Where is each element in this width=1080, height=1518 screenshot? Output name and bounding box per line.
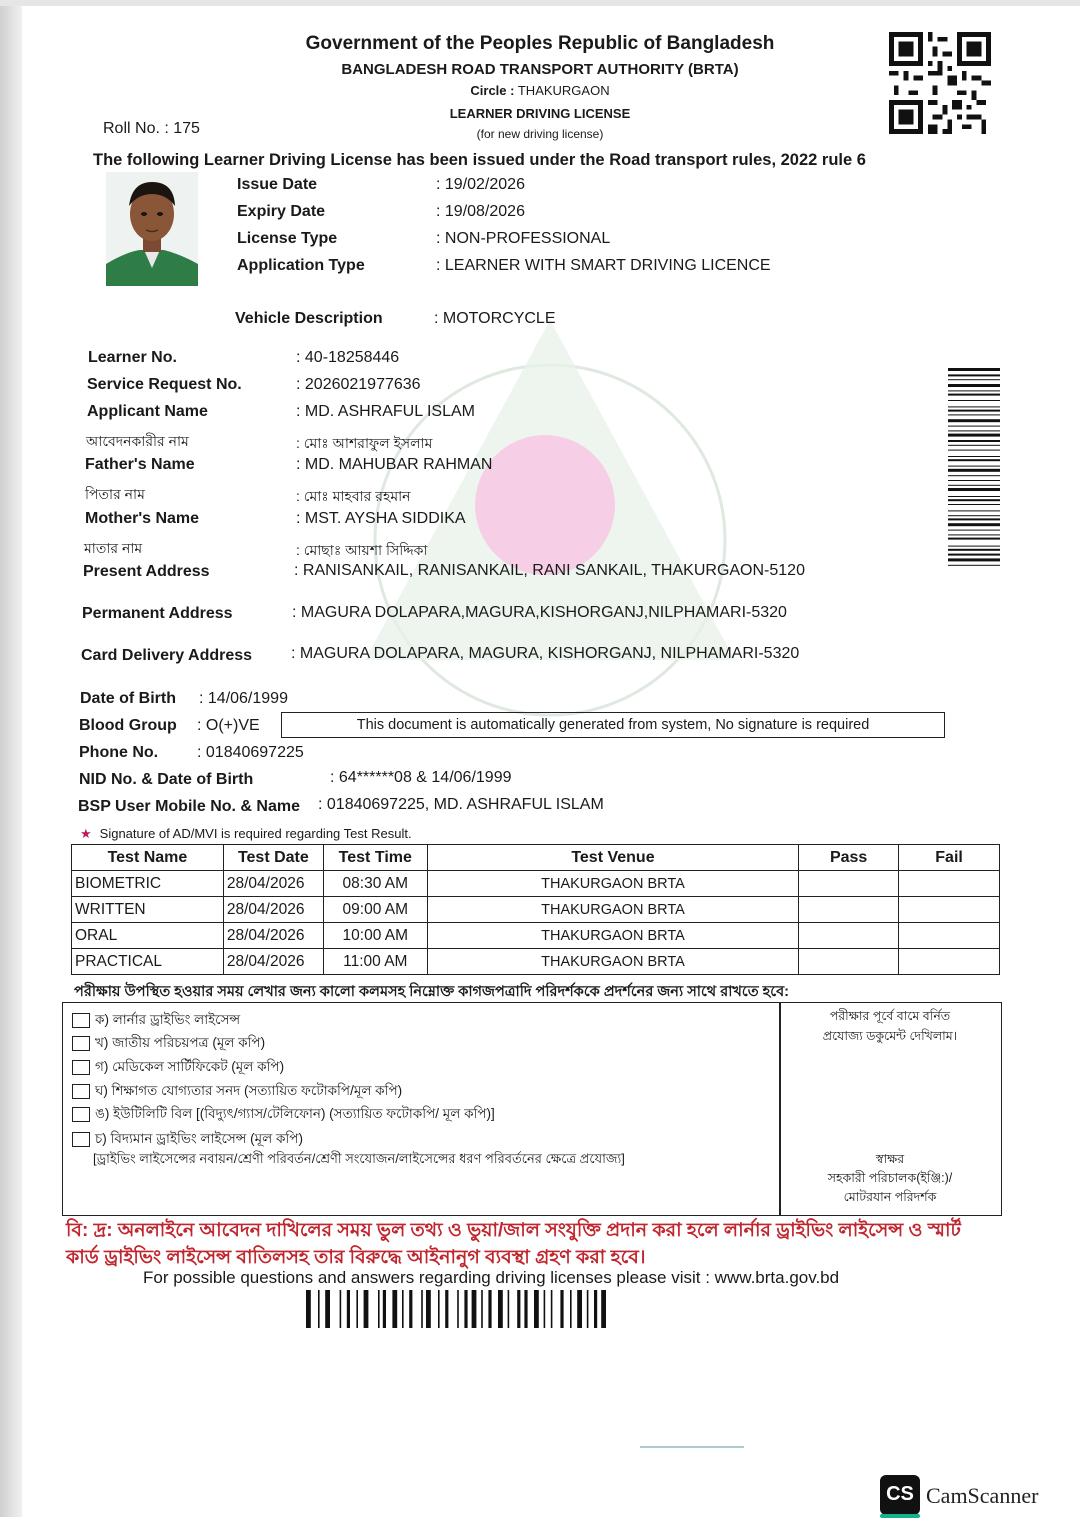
header-test-name: Test Name bbox=[72, 845, 224, 871]
issue-date-label: Issue Date bbox=[237, 176, 318, 193]
nid-label: NID No. & Date of Birth bbox=[79, 771, 254, 788]
header-document-title: LEARNER DRIVING LICENSE bbox=[449, 106, 631, 121]
document-checkbox-item[interactable]: ক) লার্নার ড্রাইভিং লাইসেন্স bbox=[72, 1009, 240, 1032]
blood-group-value: : O(+)VE bbox=[197, 717, 260, 734]
fail-cell bbox=[899, 897, 1000, 923]
father-name-value: : MD. MAHUBAR RAHMAN bbox=[296, 456, 493, 473]
father-name-label: Father's Name bbox=[85, 456, 195, 473]
pass-cell bbox=[799, 949, 899, 975]
applicant-name-value: : MD. ASHRAFUL ISLAM bbox=[296, 403, 475, 420]
license-type-value: : NON-PROFESSIONAL bbox=[436, 230, 611, 247]
license-type-label: License Type bbox=[237, 230, 338, 247]
test-venue-cell: THAKURGAON BRTA bbox=[427, 897, 798, 923]
header-fail: Fail bbox=[899, 845, 1000, 871]
checkbox-icon[interactable] bbox=[72, 1132, 90, 1147]
vertical-barcode bbox=[948, 368, 1000, 696]
table-row bbox=[72, 923, 1000, 949]
brta-website-note: For possible questions and answers regarding driving licenses please visit : www.brta.gov.bd bbox=[143, 1268, 840, 1287]
inspector-confirmation: পরীক্ষার পূর্বে বামে বর্নিত প্রযোজ্য ডকুমেন্ট দেখিলাম। bbox=[822, 1009, 958, 1043]
asterisk-icon: ★ bbox=[80, 826, 92, 841]
permanent-address-label: Permanent Address bbox=[82, 605, 233, 622]
bsp-value: : 01840697225, MD. ASHRAFUL ISLAM bbox=[318, 796, 604, 813]
header-pass: Pass bbox=[799, 845, 899, 871]
fail-cell bbox=[899, 871, 1000, 897]
legal-warning: বি: দ্র: অনলাইনে আবেদন দাখিলের সময় ভুল তথ্য ও ভুয়া/জাল সংযুক্তি প্রদান করা হলে লার্নার ড্রাইভিং লাইসেন্স ও স্মার্ট কার্ড ড্রাইভিং লাইসেন্স বাতিলসহ তার বিরুদ্ধে আইনানুগ ব্যবস্থা গ্রহণ করা হবে। bbox=[66, 1220, 961, 1268]
test-name-cell: PRACTICAL bbox=[72, 949, 224, 975]
expiry-date-label: Expiry Date bbox=[237, 203, 326, 220]
inspector-signature-block: স্বাক্ষর সহকারী পরিচালক(ইঞ্জি:)/ মোটরযান পরিদর্শক bbox=[827, 1152, 953, 1204]
pass-cell bbox=[799, 871, 899, 897]
nid-value: : 64******08 & 14/06/1999 bbox=[330, 769, 512, 786]
learner-no-label: Learner No. bbox=[88, 349, 177, 366]
bsp-label: BSP User Mobile No. & Name bbox=[78, 798, 300, 815]
applicant-name-label: Applicant Name bbox=[87, 403, 208, 420]
father-name-bn-label: পিতার নাম bbox=[85, 486, 145, 502]
issuance-statement: The following Learner Driving License has been issued under the Road transport rules, 2022 rule 6 bbox=[93, 151, 866, 169]
vehicle-description-value: : MOTORCYCLE bbox=[434, 310, 556, 327]
bottom-barcode bbox=[306, 1290, 766, 1328]
test-time-cell: 08:30 AM bbox=[323, 871, 427, 897]
auto-generated-note: This document is automatically generated from system, No signature is required bbox=[281, 712, 945, 738]
test-date-cell: 28/04/2026 bbox=[223, 897, 323, 923]
table-row bbox=[72, 949, 1000, 975]
pass-cell bbox=[799, 923, 899, 949]
present-address-value: : RANISANKAIL, RANISANKAIL, RANI SANKAIL, THAKURGAON-5120 bbox=[294, 562, 805, 579]
phone-label: Phone No. bbox=[79, 744, 159, 761]
fail-cell bbox=[899, 949, 1000, 975]
signature-note: ★ Signature of AD/MVI is required regarding Test Result. bbox=[80, 826, 412, 841]
card-delivery-address-value: : MAGURA DOLAPARA, MAGURA, KISHORGANJ, NILPHAMARI-5320 bbox=[291, 645, 800, 662]
checkbox-icon[interactable] bbox=[72, 1036, 90, 1051]
phone-value: : 01840697225 bbox=[197, 744, 304, 761]
expiry-date-value: : 19/08/2026 bbox=[436, 203, 525, 220]
test-name-cell: WRITTEN bbox=[72, 897, 224, 923]
blood-group-label: Blood Group bbox=[79, 717, 177, 734]
documents-divider bbox=[779, 1002, 781, 1215]
test-date-cell: 28/04/2026 bbox=[223, 871, 323, 897]
checkbox-icon[interactable] bbox=[72, 1107, 90, 1122]
service-request-label: Service Request No. bbox=[87, 376, 242, 393]
scan-mark bbox=[640, 1446, 744, 1448]
camscanner-logo-icon: CS bbox=[880, 1475, 920, 1515]
document-checkbox-item[interactable]: গ) মেডিকেল সার্টিফিকেট (মূল কপি) bbox=[72, 1056, 284, 1079]
document-checkbox-item[interactable]: ঘ) শিক্ষাগত যোগ্যতার সনদ (সত্যায়িত ফটোকপি/মূল কপি) bbox=[72, 1080, 402, 1103]
test-venue-cell: THAKURGAON BRTA bbox=[427, 923, 798, 949]
test-time-cell: 10:00 AM bbox=[323, 923, 427, 949]
mother-name-label: Mother's Name bbox=[85, 510, 200, 527]
documents-note: [ড্রাইভিং লাইসেন্সের নবায়ন/শ্রেণী পরিবর্তন/শ্রেণী সংযোজন/লাইসেন্সের ধরণ পরিবর্তনের ক্ষেত্রে প্রযোজ্য] bbox=[93, 1151, 625, 1166]
dob-label: Date of Birth bbox=[80, 690, 176, 707]
test-schedule-table bbox=[71, 844, 1000, 975]
test-time-cell: 09:00 AM bbox=[323, 897, 427, 923]
applicant-name-bn-label: আবেদনকারীর নাম bbox=[86, 433, 189, 449]
mother-name-bn-label: মাতার নাম bbox=[84, 540, 143, 556]
test-venue-cell: THAKURGAON BRTA bbox=[427, 871, 798, 897]
test-date-cell: 28/04/2026 bbox=[223, 949, 323, 975]
document-checkbox-item[interactable]: খ) জাতীয় পরিচয়পত্র (মূল কপি) bbox=[72, 1032, 265, 1055]
mother-name-value: : MST. AYSHA SIDDIKA bbox=[296, 510, 466, 527]
header-test-venue: Test Venue bbox=[427, 845, 798, 871]
roll-number: Roll No. : 175 bbox=[103, 120, 200, 137]
checkbox-icon[interactable] bbox=[72, 1013, 90, 1028]
test-date-cell: 28/04/2026 bbox=[223, 923, 323, 949]
scan-edge-left bbox=[0, 0, 22, 1517]
issue-date-value: : 19/02/2026 bbox=[436, 176, 525, 193]
header-test-time: Test Time bbox=[323, 845, 427, 871]
header-subtitle: (for new driving license) bbox=[476, 127, 604, 141]
table-header-row bbox=[72, 845, 1000, 871]
camscanner-label: CamScanner bbox=[926, 1483, 1039, 1508]
father-name-bn-value: : মোঃ মাহবার রহমান bbox=[296, 488, 411, 504]
documents-heading: পরীক্ষায় উপস্থিত হওয়ার সময় লেখার জন্য কালো কলমসহ নিম্নোক্ত কাগজপত্রাদি পরিদর্শককে প্রদর্শনের জন্য সাথে রাখতে হবে: bbox=[74, 984, 790, 1000]
application-type-value: : LEARNER WITH SMART DRIVING LICENCE bbox=[436, 257, 771, 274]
table-row bbox=[72, 897, 1000, 923]
permanent-address-value: : MAGURA DOLAPARA,MAGURA,KISHORGANJ,NILPHAMARI-5320 bbox=[292, 604, 787, 621]
test-name-cell: BIOMETRIC bbox=[72, 871, 224, 897]
application-type-label: Application Type bbox=[237, 257, 365, 274]
table-row bbox=[72, 871, 1000, 897]
test-name-cell: ORAL bbox=[72, 923, 224, 949]
applicant-name-bn-value: : মোঃ আশরাফুল ইসলাম bbox=[296, 435, 433, 451]
pass-cell bbox=[799, 897, 899, 923]
fail-cell bbox=[899, 923, 1000, 949]
learner-no-value: : 40-18258446 bbox=[296, 349, 400, 366]
checkbox-icon[interactable] bbox=[72, 1084, 90, 1099]
document-checkbox-item[interactable]: ঙ) ইউটিলিটি বিল [(বিদ্যুৎ/গ্যাস/টেলিফোন) (সত্যায়িত ফটোকপি/ মূল কপি)] bbox=[72, 1103, 495, 1126]
test-venue-cell: THAKURGAON BRTA bbox=[427, 949, 798, 975]
header-government: Government of the Peoples Republic of Bangladesh bbox=[305, 33, 775, 54]
applicant-photo bbox=[106, 172, 198, 286]
document-checkbox-item[interactable]: চ) বিদ্যমান ড্রাইভিং লাইসেন্স (মূল কপি) bbox=[72, 1128, 303, 1151]
service-request-value: : 2026021977636 bbox=[296, 376, 421, 393]
present-address-label: Present Address bbox=[83, 563, 210, 580]
vehicle-description-label: Vehicle Description bbox=[235, 310, 383, 327]
mother-name-bn-value: : মোছাঃ আয়শা সিদ্দিকা bbox=[296, 542, 428, 558]
dob-value: : 14/06/1999 bbox=[199, 690, 288, 707]
scan-edge-top bbox=[0, 0, 1080, 6]
header-circle: Circle : THAKURGAON bbox=[470, 83, 610, 98]
header-test-date: Test Date bbox=[223, 845, 323, 871]
checkbox-icon[interactable] bbox=[72, 1060, 90, 1075]
qr-code bbox=[888, 32, 992, 134]
card-delivery-address-label: Card Delivery Address bbox=[81, 647, 253, 664]
header-brta: BANGLADESH ROAD TRANSPORT AUTHORITY (BRTA) bbox=[341, 61, 739, 78]
test-time-cell: 11:00 AM bbox=[323, 949, 427, 975]
